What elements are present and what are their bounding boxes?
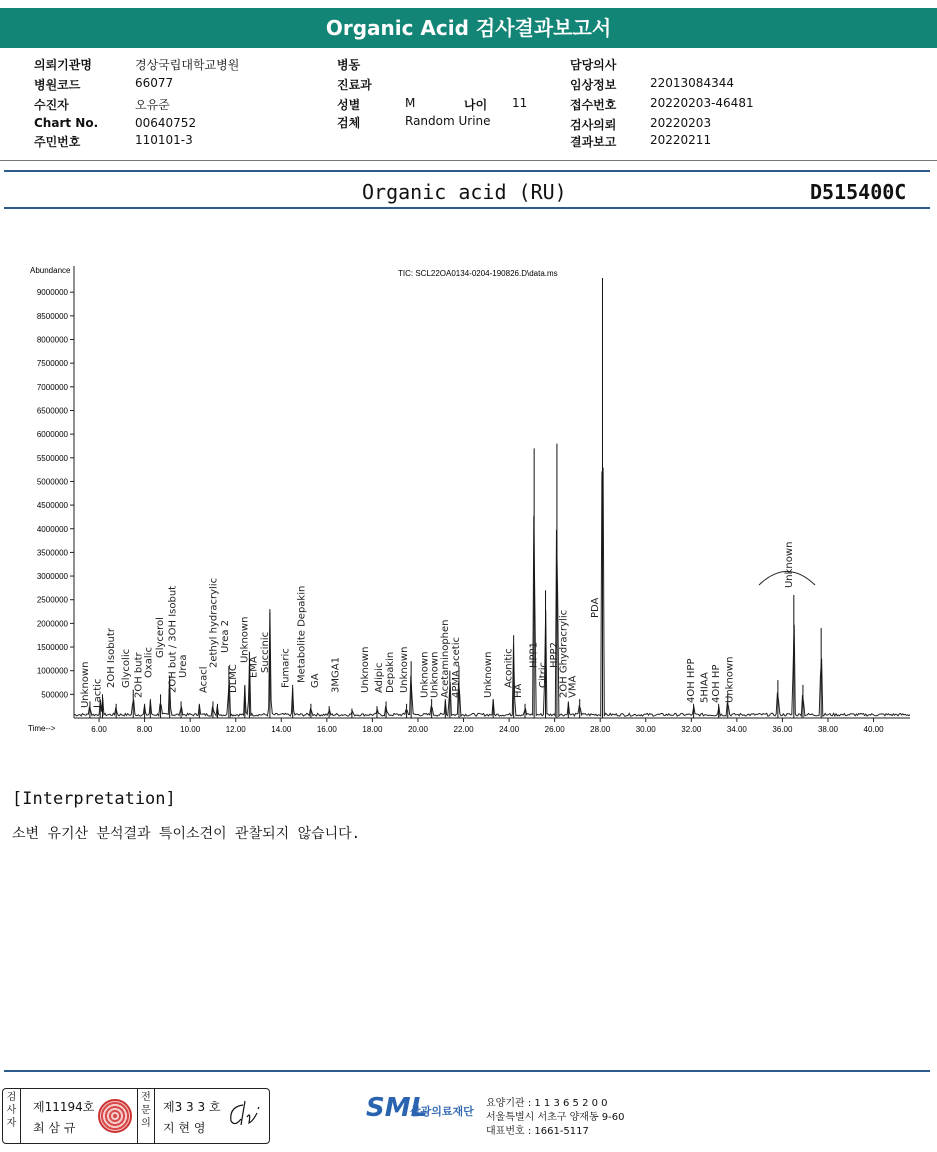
y-tick-label: 8000000: [36, 335, 68, 345]
divider: [4, 207, 930, 209]
info-value: 오유준: [135, 98, 170, 112]
x-tick-label: 20.00: [407, 725, 428, 734]
y-tick-label: 4000000: [36, 524, 68, 534]
info-label: 성별: [337, 98, 361, 112]
peak-annotation: VMA: [567, 675, 579, 698]
x-tick-label: 16.00: [316, 725, 337, 734]
org-address: [486, 1097, 625, 1139]
address-line: 대표번호 : 1661-5117: [486, 1126, 589, 1137]
vlabel: 전문의: [141, 1092, 151, 1129]
y-tick-label: 5000000: [36, 477, 68, 487]
x-tick-label: 30.00: [635, 725, 656, 734]
x-tick-label: 6.00: [91, 725, 107, 734]
peak-annotation: Citric: [537, 661, 549, 688]
signature-box: [2, 1088, 270, 1144]
vlabel: 검사자: [6, 1092, 17, 1129]
y-tick-label: 6000000: [36, 430, 68, 440]
peak-annotation: PDA: [590, 597, 602, 618]
peak-annotation: Glycerol: [155, 617, 167, 658]
info-label: 의뢰기관명: [34, 58, 92, 72]
peak-annotation: Unknown: [360, 646, 372, 693]
peak-annotation: 2OH but / 3OH Isobut: [167, 585, 179, 693]
info-value: 20220203: [650, 116, 712, 130]
interpretation-heading: [Interpretation]: [12, 789, 176, 809]
address-line: 서울특별시 서초구 양재동 9-60: [486, 1112, 625, 1123]
peak-annotation: 5HIAA: [699, 672, 711, 703]
org-name: 삼광의료재단: [410, 1105, 474, 1118]
specialist-no: 제3 3 3 호: [163, 1100, 221, 1114]
interpretation-text: 소변 유기산 분석결과 특이소견이 관찰되지 않습니다.: [12, 826, 361, 842]
y-tick-label: 5500000: [36, 453, 68, 463]
peak-annotation: Succinic: [259, 631, 271, 673]
chromatogram-chart: [0, 258, 937, 748]
y-tick-label: 1000000: [36, 666, 68, 676]
y-tick-label: 500000: [41, 690, 68, 700]
peak-annotation: Adipic: [373, 662, 385, 693]
peak-annotation: Unknown: [483, 651, 495, 698]
peak-annotation: 2OH Isobutr: [106, 628, 118, 688]
y-tick-label: 6500000: [36, 406, 68, 416]
info-value: 00640752: [135, 116, 197, 130]
info-value: 66077: [135, 76, 174, 90]
peak-annotation: Unknown: [429, 651, 441, 698]
x-tick-label: 38.00: [817, 725, 839, 734]
y-tick-label: 7000000: [36, 382, 68, 392]
peak-annotation: Urea 2: [220, 619, 232, 653]
peak-annotation: EMA: [248, 656, 260, 678]
peak-annotation: Aconitic: [503, 648, 515, 688]
peak-annotation: 4OH HPP: [685, 658, 697, 703]
address-line: 요양기관 : 1 1 3 6 5 2 0 0: [486, 1098, 608, 1109]
peak-annotation: Unknown: [419, 651, 431, 698]
y-tick-label: 4500000: [36, 501, 68, 511]
info-label: 접수번호: [570, 98, 617, 112]
y-tick-label: 2500000: [36, 595, 68, 605]
x-tick-label: 12.00: [225, 725, 246, 734]
info-value: 110101-3: [135, 133, 193, 147]
peak-annotation: Metabolite Depakin: [296, 585, 308, 683]
report-banner: Organic Acid 검사결과보고서: [0, 8, 937, 48]
specialist-vertical-label: [137, 1089, 155, 1143]
x-tick-label: 36.00: [772, 725, 793, 734]
peak-annotation: Depakin: [385, 651, 397, 693]
signature-icon: [223, 1099, 263, 1131]
peak-annotation: Unknown: [79, 661, 91, 708]
specialist-name: 지 현 영: [163, 1121, 206, 1135]
info-value: 20220211: [650, 133, 712, 147]
peak-annotation: HPP2: [549, 642, 561, 668]
peak-annotation: 2OH butr: [133, 652, 145, 698]
report-title: Organic acid (RU): [362, 180, 567, 204]
peak-annotation: 3MGA1: [330, 657, 342, 693]
x-tick-label: 40.00: [863, 725, 884, 734]
info-label: 나이: [464, 98, 488, 112]
info-value: 20220203-46481: [650, 96, 754, 110]
x-tick-label: 8.00: [136, 725, 153, 734]
y-tick-label: 3500000: [36, 548, 68, 558]
info-label: 수진자: [34, 98, 69, 112]
info-label: 담당의사: [570, 58, 617, 72]
x-tick-label: 10.00: [180, 725, 201, 734]
info-label: 병동: [337, 58, 361, 72]
x-tick-label: 24.00: [499, 725, 520, 734]
x-axis-title: Time-->: [28, 724, 56, 733]
peak-annotation: GA: [310, 673, 322, 688]
info-value: 22013084344: [650, 76, 734, 90]
x-tick-label: 14.00: [271, 725, 292, 734]
x-tick-label: 34.00: [726, 725, 747, 734]
y-tick-label: 9000000: [36, 288, 68, 298]
y-tick-label: 3000000: [36, 572, 68, 582]
peak-annotation: 4OH HP: [710, 664, 722, 703]
info-value: 경상국립대학교병원: [135, 58, 240, 72]
x-tick-label: 22.00: [453, 725, 474, 734]
info-label: 진료과: [337, 78, 372, 92]
peak-annotation: Acetaminophen: [439, 619, 451, 698]
chart-header: TIC: SCL22OA0134-0204-190826.D\data.ms: [398, 269, 558, 278]
info-label: 검체: [337, 116, 361, 130]
divider: [4, 1070, 930, 1072]
info-label: 주민번호: [34, 135, 81, 149]
x-tick-label: 18.00: [362, 725, 383, 734]
y-tick-label: 7500000: [36, 359, 68, 369]
peak-annotation: HA: [512, 683, 524, 698]
info-label: 임상정보: [570, 78, 617, 92]
peak-annotation: Unknown: [398, 646, 410, 693]
seal-icon: [98, 1099, 132, 1133]
peak-annotation: Unknown: [724, 656, 736, 703]
divider: [0, 160, 937, 161]
peak-annotation: Glycolic: [120, 648, 132, 688]
y-axis-title: Abundance: [30, 266, 71, 275]
inspector-name: 최 삼 규: [33, 1121, 76, 1135]
peak-annotation: Oxalic: [143, 647, 155, 678]
peak-annotation: Acacl: [198, 666, 210, 693]
info-label: 검사의뢰: [570, 118, 617, 132]
x-tick-label: 32.00: [681, 725, 702, 734]
peak-annotation: 2ethyl hydracrylic: [208, 577, 220, 668]
info-value: 11: [512, 96, 528, 110]
logo-mark: SML: [366, 1093, 428, 1123]
info-value: M: [405, 96, 416, 110]
peak-annotation: HPP1: [528, 642, 540, 668]
inspector-vertical-label: [3, 1089, 21, 1143]
info-label: 병원코드: [34, 78, 81, 92]
info-label: 결과보고: [570, 135, 617, 149]
peak-annotation: Urea: [177, 654, 189, 678]
info-value: Random Urine: [405, 114, 491, 128]
peak-annotation: Lactic: [92, 678, 104, 708]
y-tick-label: 8500000: [36, 311, 68, 321]
x-tick-label: 26.00: [544, 725, 565, 734]
patient-info: [0, 54, 937, 154]
peak-annotation: DLMC: [228, 664, 240, 693]
inspector-no: 제11194호: [33, 1100, 95, 1114]
x-tick-label: 28.00: [590, 725, 611, 734]
peak-annotation: 2OH Ghydracrylic: [558, 609, 570, 698]
peak-annotation: Unknown: [783, 541, 795, 588]
report-code: D515400C: [810, 180, 907, 204]
peak-annotation: 4PMA acetic: [451, 636, 463, 698]
y-tick-label: 1500000: [36, 643, 68, 653]
y-tick-label: 2000000: [36, 619, 68, 629]
info-label: Chart No.: [34, 116, 99, 130]
peak-annotation: Fumaric: [280, 648, 292, 688]
peak-annotation: Unknown: [239, 616, 251, 663]
divider: [4, 170, 930, 172]
